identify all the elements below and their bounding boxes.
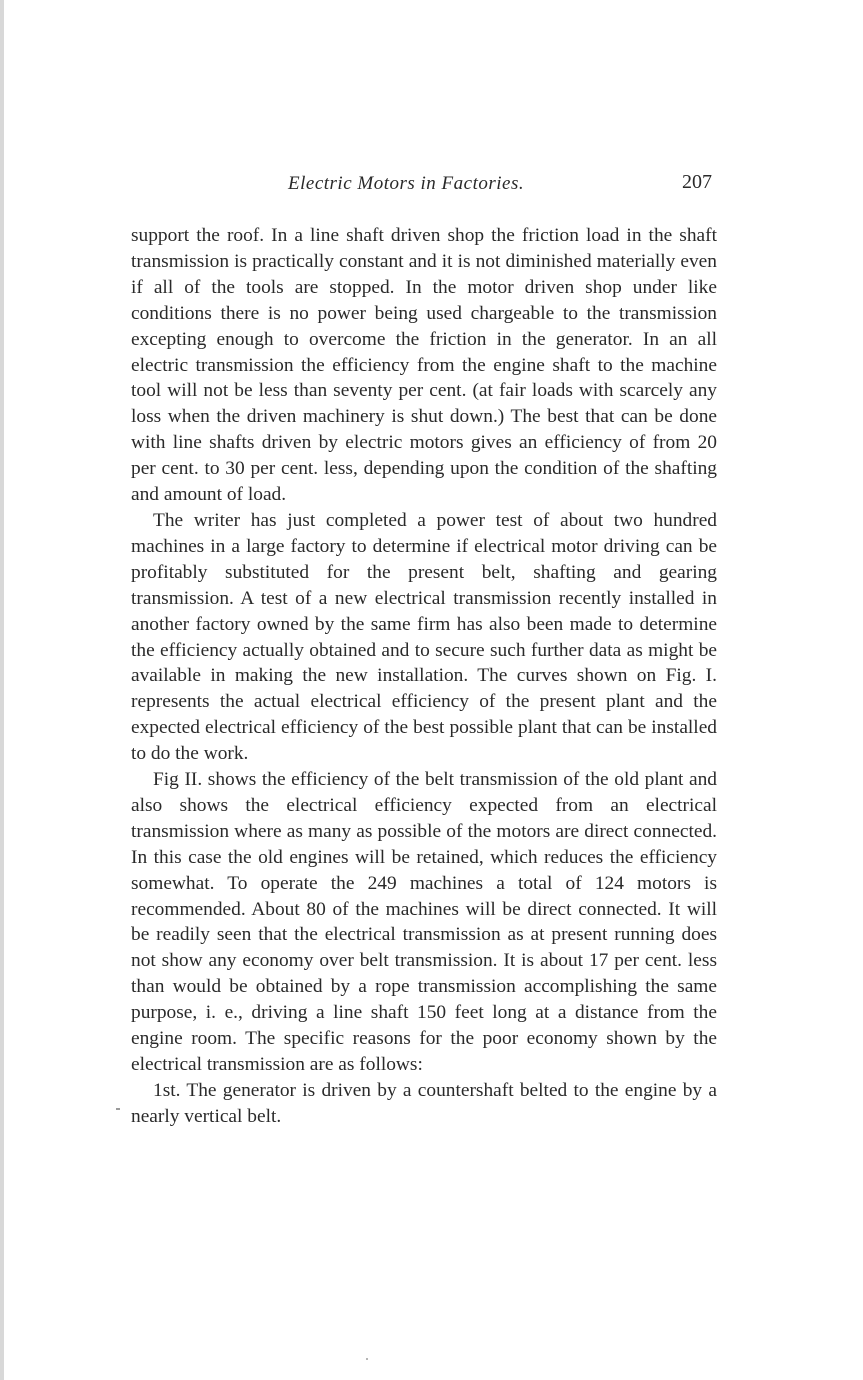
paragraph-3: Fig II. shows the efficiency of the belt transmission of the old plant and also shows the electrical efficiency expected from an electrical transmission where as many as possible of the motors are direct connected. In this case the old engines will be retained, which reduces the efficiency somewhat. To operate the 249 machines a total of 124 motors is recommended. About 80 of the machines will be direct connected. It will be readily seen that the electrical transmission as at present running does not show any economy over belt transmission. It is about 17 per cent. less than would be obtained by a rope transmission accomplishing the same purpose, i. e., driving a line shaft 150 feet long at a distance from the engine room. The specific reasons for the poor economy shown by the electrical transmission are as follows: xyxy=(131,769,717,1075)
page-number: 207 xyxy=(682,171,712,193)
paragraph-1: support the roof. In a line shaft driven shop the friction load in the shaft transmission is practically constant and it is not diminished materially even if all of the tools are stopped. In the motor driven shop under like conditions there is no power being used chargeable to the transmission excepting enough to overcome the friction in the generator. In an all electric transmission the efficiency from the engine shaft to the machine tool will not be less than seventy per cent. (at fair loads with scarcely any loss when the driven machinery is shut down.) The best that can be done with line shafts driven by electric motors gives an efficiency of from 20 per cent. to 30 per cent. less, depending upon the condition of the shafting and amount of load. xyxy=(131,225,717,506)
running-title: Electric Motors in Factories. xyxy=(288,173,525,194)
scan-speck xyxy=(366,1358,368,1360)
margin-mark xyxy=(116,1108,120,1110)
page-edge xyxy=(0,0,4,1380)
paragraph-2: The writer has just completed a power test of about two hundred machines in a large factory to determine if electrical motor driving can be profitably substituted for the present belt, shafting and gearing transmission. A test of a new electrical transmission recently installed in another factory owned by the same firm has also been made to determine the efficiency actually obtained and to secure such further data as might be available in making the new installation. The curves shown on Fig. I. represents the actual electrical efficiency of the present plant and the expected electrical efficiency of the best possible plant that can be installed to do the work. xyxy=(131,509,717,765)
paragraph-4: 1st. The generator is driven by a countershaft belted to the engine by a nearly vertical belt. xyxy=(131,1079,717,1127)
body-text xyxy=(131,223,717,1130)
running-head xyxy=(128,173,712,199)
